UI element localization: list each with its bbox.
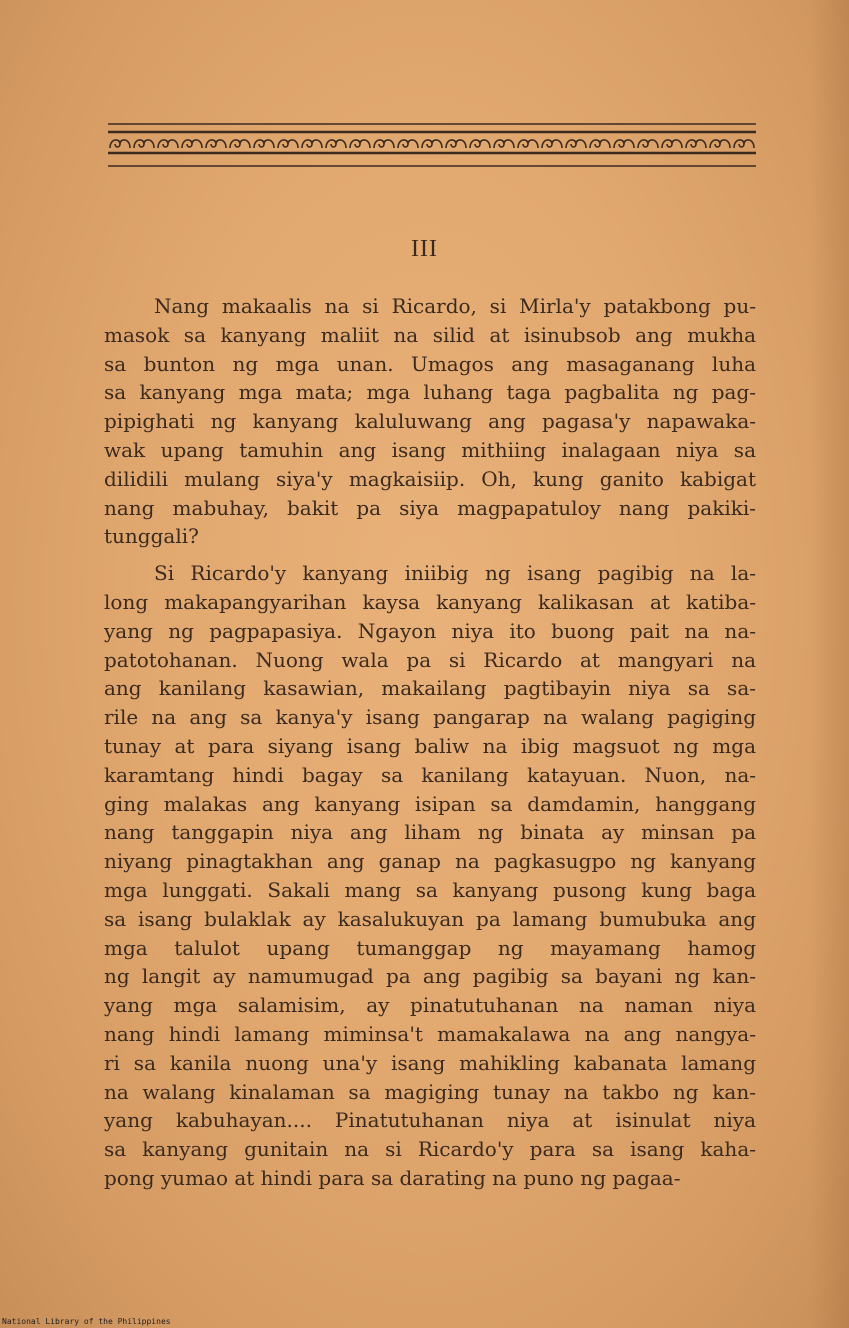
text-line: tunay at para siyang isang baliw na ibig magsuot ng mga xyxy=(104,733,756,758)
chapter-heading: III xyxy=(411,236,438,262)
text-line: pipighati ng kanyang kaluluwang ang pagasa'y napawaka- xyxy=(104,409,756,434)
text-line: mga talulot upang tumanggap ng mayamang hamog xyxy=(104,935,756,960)
text-line: karamtang hindi bagay sa kanilang katayuan. Nuon, na- xyxy=(104,762,756,787)
text-line: ng langit ay namumugad pa ang pagibig sa bayani ng kan- xyxy=(104,964,756,989)
text-line: dilidili mulang siya'y magkaisiip. Oh, kung ganito kabigat xyxy=(104,466,756,491)
text-line: yang mga salamisim, ay pinatutuhanan na naman niya xyxy=(104,993,756,1018)
footer-credit: National Library of the Philippines xyxy=(2,1317,171,1326)
text-line: patotohanan. Nuong wala pa si Ricardo at mangyari na xyxy=(104,647,756,672)
text-line: na walang kinalaman sa magiging tunay na takbo ng kan- xyxy=(104,1079,756,1104)
text-line: Nang makaalis na si Ricardo, si Mirla'y patakbong pu- xyxy=(154,294,756,318)
text-line: yang kabuhayan.... Pinatutuhanan niya at isinulat niya xyxy=(104,1108,756,1133)
text-line: ang kanilang kasawian, makailang pagtibayin niya sa sa- xyxy=(104,676,756,701)
text-line: yang ng pagpapasiya. Ngayon niya ito buong pait na na- xyxy=(104,618,756,643)
text-line: rile na ang sa kanya'y isang pangarap na walang pagiging xyxy=(104,705,756,730)
text-line: sa isang bulaklak ay kasalukuyan pa lamang bumubuka ang xyxy=(104,906,756,931)
text-line: sa bunton ng mga unan. Umagos ang masaganang luha xyxy=(104,351,756,376)
text-line: sa kanyang gunitain na si Ricardo'y para sa isang kaha- xyxy=(104,1137,756,1162)
text-line: pong yumao at hindi para sa darating na puno ng pagaa- xyxy=(104,1165,681,1190)
decorative-header-border xyxy=(108,122,756,172)
text-line: wak upang tamuhin ang isang mithiing inalagaan niya sa xyxy=(104,437,756,462)
paragraph xyxy=(104,292,756,551)
paragraph xyxy=(104,559,756,1193)
body-text xyxy=(104,292,756,1193)
text-line: niyang pinagtakhan ang ganap na pagkasugpo ng kanyang xyxy=(104,849,756,874)
text-line: nang tanggapin niya ang liham ng binata ay minsan pa xyxy=(104,820,756,845)
text-line: sa kanyang mga mata; mga luhang taga pagbalita ng pag- xyxy=(104,380,756,405)
paragraph-container xyxy=(104,292,756,1193)
text-line: nang hindi lamang miminsa't mamakalawa na ang nangya- xyxy=(104,1021,756,1046)
text-line: tunggali? xyxy=(104,524,199,549)
text-line: mga lunggati. Sakali mang sa kanyang pusong kung baga xyxy=(104,877,756,902)
text-line: ging malakas ang kanyang isipan sa damdamin, hanggang xyxy=(104,791,756,816)
text-line: long makapangyarihan kaysa kanyang kalikasan at katiba- xyxy=(104,589,756,614)
page-edge-shadow xyxy=(809,0,849,1328)
paragraph-gap xyxy=(104,551,756,559)
text-line: ri sa kanila nuong una'y isang mahikling kabanata lamang xyxy=(104,1050,756,1075)
text-line: masok sa kanyang maliit na silid at isinubsob ang mukha xyxy=(104,322,756,347)
text-line: nang mabuhay, bakit pa siya magpapatuloy nang pakiki- xyxy=(104,495,756,520)
text-line: Si Ricardo'y kanyang iniibig ng isang pagibig na la- xyxy=(154,561,756,586)
